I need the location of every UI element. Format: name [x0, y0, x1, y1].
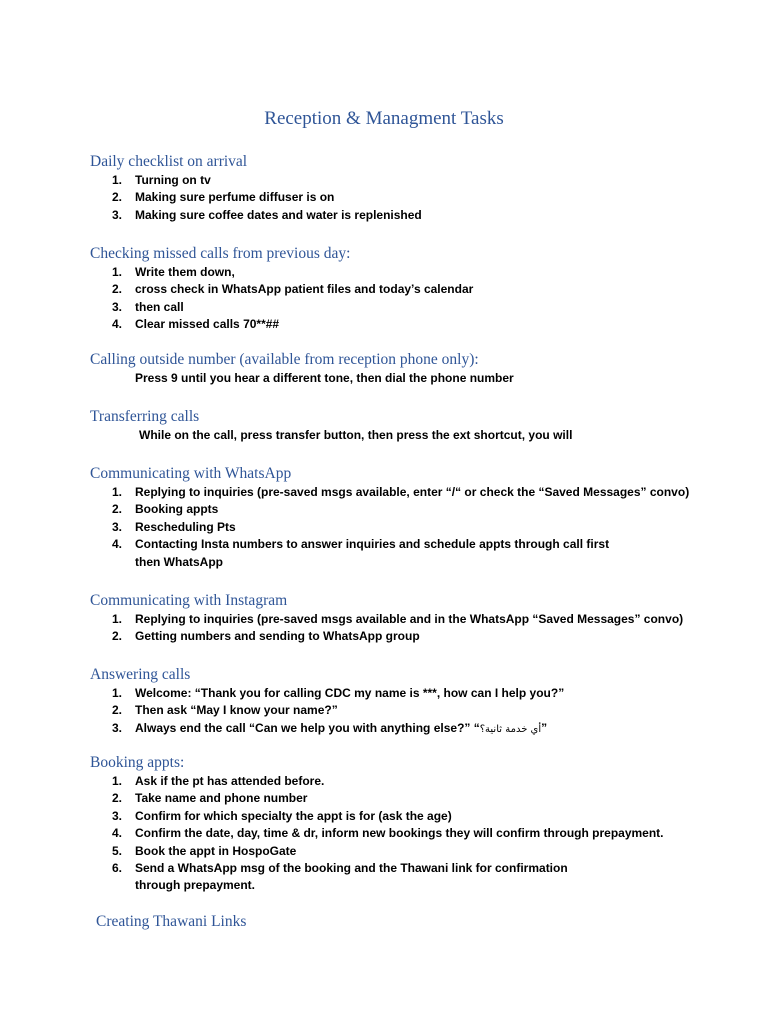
list-item: 2. cross check in WhatsApp patient files and today’s calendar — [112, 282, 474, 297]
section-heading: Creating Thawani Links — [96, 913, 247, 930]
numbered-list — [90, 172, 730, 224]
list-item: 2. Take name and phone number — [112, 791, 308, 806]
section-daily-checklist — [90, 152, 730, 224]
list-item: 6. Send a WhatsApp msg of the booking and the Thawani link for confirmation through prepayment. — [112, 861, 568, 893]
list-item: 3. Rescheduling Pts — [112, 519, 236, 534]
list-item: 1. Replying to inquiries (pre-saved msgs available, enter “/“ or check the “Saved Messages” convo) — [112, 485, 690, 499]
list-item: 1. Welcome: “Thank you for calling CDC my name is ***, how can I help you?” — [112, 686, 565, 700]
section-thawani-links — [96, 912, 736, 932]
list-item: 3. Confirm for which specialty the appt is for (ask the age) — [112, 808, 452, 823]
section-whatsapp — [90, 464, 730, 571]
document-title: Reception & Managment Tasks — [264, 108, 504, 129]
list-item: 3. Making sure coffee dates and water is replenished — [112, 207, 422, 222]
section-booking-appts — [90, 753, 730, 895]
section-heading: Daily checklist on arrival — [90, 153, 248, 170]
list-item: 2. Booking appts — [112, 502, 219, 517]
list-item: 1. Write them down, — [112, 265, 235, 279]
numbered-list — [90, 611, 730, 646]
section-heading: Answering calls — [90, 666, 191, 683]
section-heading: Calling outside number (available from reception phone only): — [90, 351, 479, 368]
list-item: 2. Then ask “May I know your name?” — [112, 703, 338, 718]
list-item: 4. Contacting Insta numbers to answer inquiries and schedule appts through call first then WhatsApp — [112, 537, 610, 569]
list-item: 1. Replying to inquiries (pre-saved msgs available and in the WhatsApp “Saved Messages” convo) — [112, 612, 684, 626]
numbered-list — [90, 264, 730, 334]
section-transferring-calls — [90, 407, 730, 444]
section-heading: Communicating with WhatsApp — [90, 465, 292, 482]
section-heading: Communicating with Instagram — [90, 592, 288, 609]
list-item: 4. Confirm the date, day, time & dr, inform new bookings they will confirm through prepayment. — [112, 826, 664, 841]
section-paragraph: Press 9 until you hear a different tone, then dial the phone number — [135, 371, 514, 385]
section-heading: Transferring calls — [90, 408, 200, 425]
list-item: 1. Turning on tv — [112, 173, 211, 187]
list-item: 4. Clear missed calls 70**## — [112, 317, 280, 332]
numbered-list — [90, 685, 730, 738]
list-item: 3. Always end the call “Can we help you with anything else?” “أي خدمة ثانية؟” — [112, 720, 548, 735]
section-missed-calls — [90, 244, 730, 334]
list-item: 3. then call — [112, 299, 184, 314]
list-item: 2. Making sure perfume diffuser is on — [112, 190, 335, 205]
numbered-list — [90, 773, 730, 895]
section-heading: Checking missed calls from previous day: — [90, 245, 351, 262]
section-paragraph: While on the call, press transfer button, then press the ext shortcut, you will — [139, 428, 573, 442]
section-instagram — [90, 591, 730, 646]
list-item: 1. Ask if the pt has attended before. — [112, 774, 325, 788]
section-answering-calls — [90, 665, 730, 738]
list-item: 2. Getting numbers and sending to WhatsApp group — [112, 629, 420, 644]
list-item: 5. Book the appt in HospoGate — [112, 843, 297, 858]
section-outside-number — [90, 350, 730, 387]
numbered-list — [90, 484, 730, 571]
section-heading: Booking appts: — [90, 754, 185, 771]
arabic-phrase: أي خدمة ثانية؟ — [479, 723, 542, 735]
